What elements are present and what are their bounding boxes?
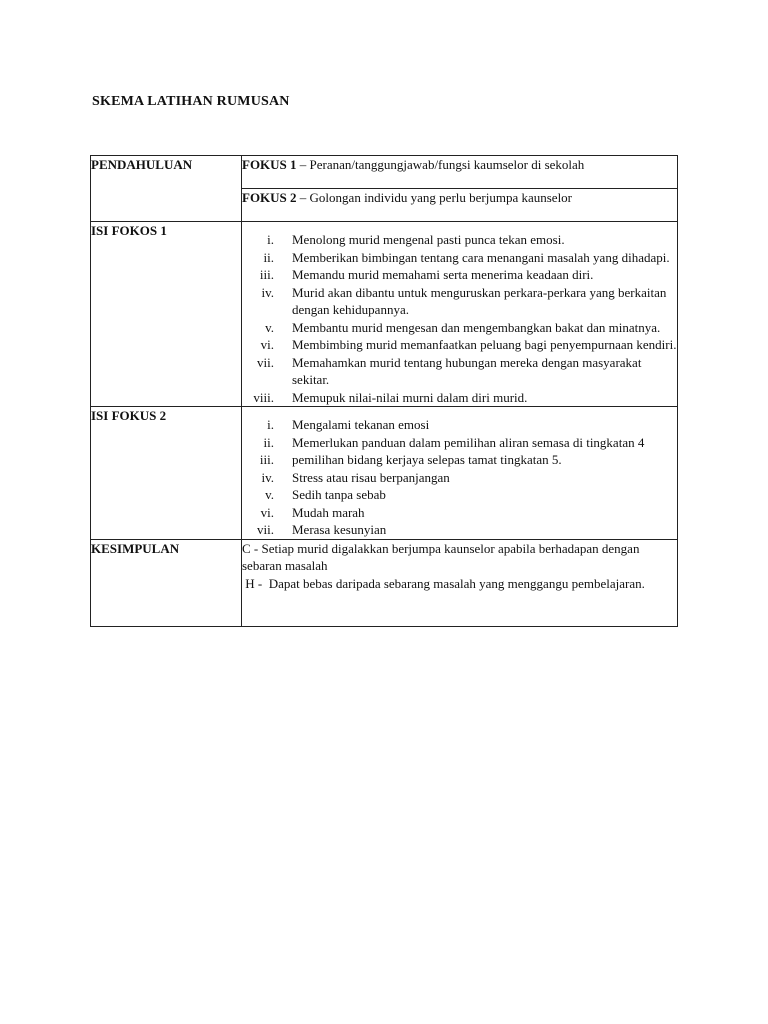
label-kesimpulan: KESIMPULAN — [91, 539, 242, 626]
kesimpulan-cell — [242, 539, 678, 626]
item-text: Memahamkan murid tentang hubungan mereka dengan masyarakat sekitar. — [292, 354, 642, 387]
row-isi-fokus1 — [91, 222, 678, 407]
list-item — [242, 469, 677, 487]
item-number: vii. — [257, 354, 274, 370]
fokus1-cell — [242, 156, 678, 189]
item-number: iii. — [259, 267, 274, 282]
list-item — [242, 354, 677, 389]
item-number: viii. — [253, 389, 274, 405]
item-text: Mengalami tekanan emosi — [292, 417, 430, 432]
fokus2-text: – Golongan individu yang perlu berjumpa kaunselor — [296, 190, 573, 205]
fokus1-heading: FOKUS 1 — [242, 157, 297, 172]
item-number: v. — [265, 487, 274, 502]
item-number: iv. — [261, 284, 274, 300]
item-text: Memupuk nilai-nilai murni dalam diri murid. — [292, 389, 528, 405]
row-kesimpulan — [91, 539, 678, 626]
item-number: ii. — [263, 249, 274, 265]
label-isi-fokus2: ISI FOKUS 2 — [91, 407, 242, 540]
item-text: Stress atau risau berpanjangan — [292, 469, 450, 485]
list-item — [242, 486, 677, 504]
item-number: i. — [267, 232, 274, 247]
list-item — [242, 249, 677, 267]
item-number: iv. — [261, 469, 274, 485]
label-pendahuluan: PENDAHULUAN — [91, 156, 242, 222]
item-text: Mudah marah — [292, 504, 365, 520]
list-item — [242, 319, 677, 337]
document-title: SKEMA LATIHAN RUMUSAN — [92, 94, 290, 109]
item-text: Memandu murid memahami serta menerima keadaan diri. — [292, 267, 594, 282]
item-number: vi. — [260, 337, 274, 352]
list-item — [242, 434, 677, 452]
item-text: Membimbing murid memanfaatkan peluang bagi penyempurnaan kendiri. — [292, 337, 677, 352]
item-text: Murid akan dibantu untuk menguruskan perkara-perkara yang berkaitan dengan kehidupannya. — [292, 284, 667, 317]
skema-table — [90, 155, 678, 627]
fokus2-cell — [242, 189, 678, 222]
item-text: Merasa kesunyian — [292, 522, 387, 537]
list-item — [242, 266, 677, 284]
item-text: Menolong murid mengenal pasti punca tekan emosi. — [292, 232, 565, 247]
list-item — [242, 284, 677, 319]
isi-fokus1-cell — [242, 222, 678, 407]
list-item — [242, 521, 677, 539]
list-item — [242, 231, 677, 249]
list-item — [242, 336, 677, 354]
kesimpulan-h: H - Dapat bebas daripada sebarang masalah yang menggangu pembelajaran. — [242, 575, 645, 591]
item-text: Sedih tanpa sebab — [292, 487, 386, 502]
row-isi-fokus2 — [91, 407, 678, 540]
item-number: vi. — [260, 504, 274, 520]
item-text: Memberikan bimbingan tentang cara menangani masalah yang dihadapi. — [292, 249, 670, 265]
list-item — [242, 451, 677, 469]
list-item — [242, 504, 677, 522]
item-number: v. — [265, 319, 274, 335]
item-number: i. — [267, 417, 274, 432]
isi-fokus2-cell — [242, 407, 678, 540]
list-item — [242, 416, 677, 434]
item-number: iii. — [259, 452, 274, 467]
list-item — [242, 389, 677, 407]
item-text: Membantu murid mengesan dan mengembangkan bakat dan minatnya. — [292, 319, 661, 335]
item-number: vii. — [257, 522, 274, 537]
kesimpulan-c: C - Setiap murid digalakkan berjumpa kaunselor apabila berhadapan dengan sebaran masalah — [242, 540, 640, 573]
fokus1-text: – Peranan/tanggungjawab/fungsi kaumselor di sekolah — [296, 157, 585, 172]
isi-fokus1-list — [242, 231, 677, 406]
label-isi-fokus1: ISI FOKOS 1 — [91, 222, 242, 407]
item-text: Memerlukan panduan dalam pemilihan aliran semasa di tingkatan 4 — [292, 434, 645, 450]
item-text: pemilihan bidang kerjaya selepas tamat tingkatan 5. — [292, 452, 562, 467]
item-number: ii. — [263, 434, 274, 450]
fokus2-heading: FOKUS 2 — [242, 190, 297, 205]
isi-fokus2-list — [242, 416, 677, 539]
row-pendahuluan-fokus1 — [91, 156, 678, 189]
